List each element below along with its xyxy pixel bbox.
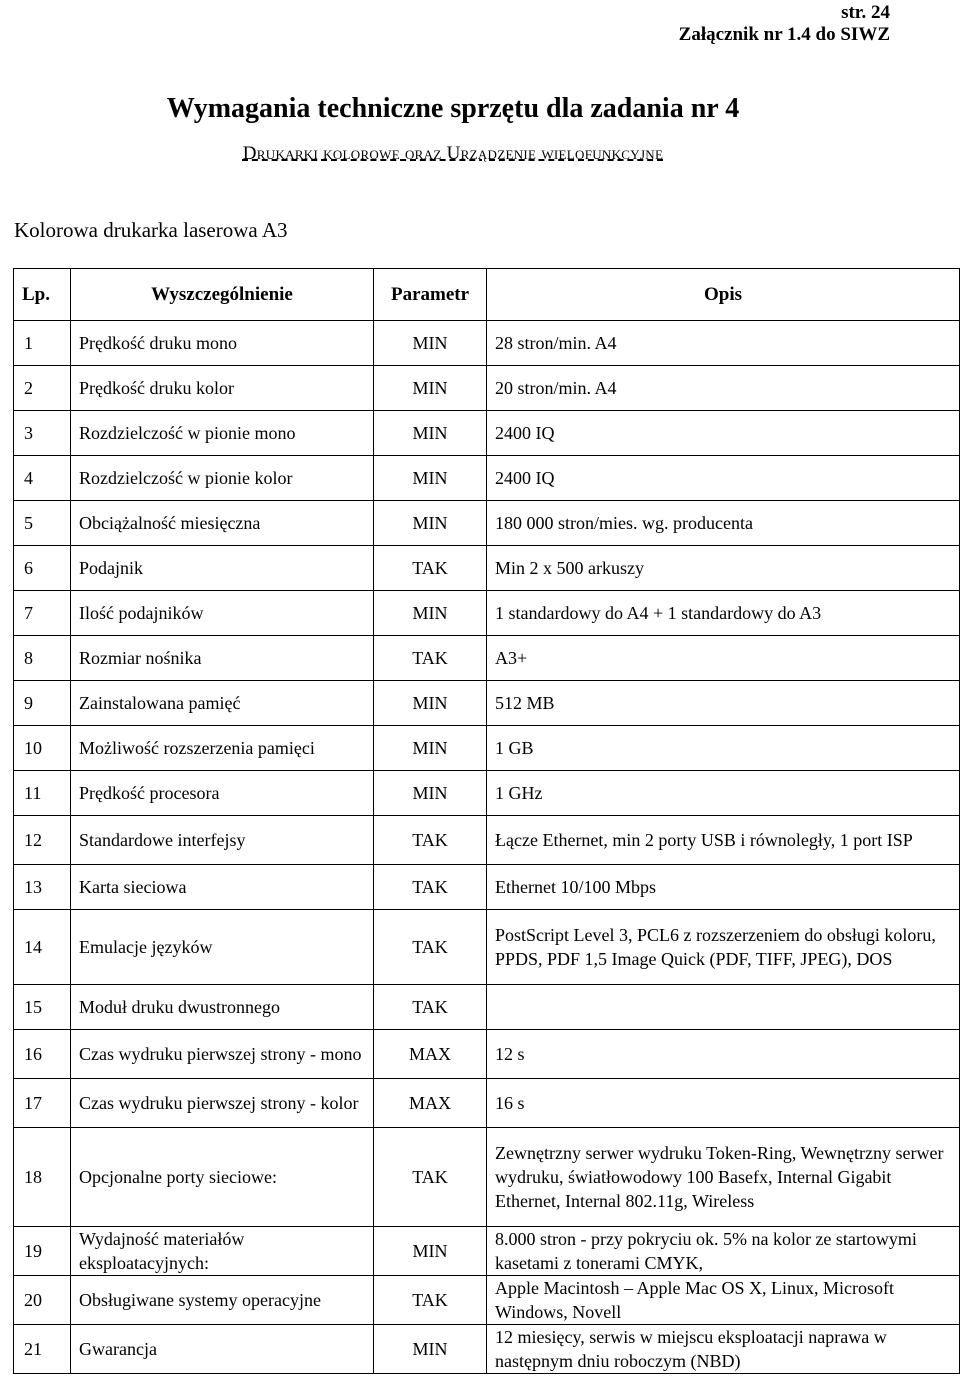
table-row: [14, 636, 960, 681]
row-name: Ilość podajników: [71, 591, 374, 636]
row-name: Karta sieciowa: [71, 865, 374, 910]
row-name: Rozmiar nośnika: [71, 636, 374, 681]
row-desc: Min 2 x 500 arkuszy: [487, 546, 960, 591]
row-name: Możliwość rozszerzenia pamięci: [71, 726, 374, 771]
row-name: Prędkość druku mono: [71, 321, 374, 366]
row-lp: 19: [14, 1227, 71, 1276]
row-name: Moduł druku dwustronnego: [71, 985, 374, 1030]
row-param: MIN: [374, 501, 487, 546]
row-lp: 2: [14, 366, 71, 411]
table-header-row: [14, 269, 960, 321]
row-param: TAK: [374, 816, 487, 865]
row-lp: 1: [14, 321, 71, 366]
row-desc: A3+: [487, 636, 960, 681]
document-subtitle: Drukarki kolorowe oraz Urządzenie wielofunkcyjne: [242, 143, 664, 164]
row-desc: 12 miesięcy, serwis w miejscu eksploatacji naprawa w następnym dniu roboczym (NBD): [487, 1325, 960, 1374]
row-lp: 12: [14, 816, 71, 865]
table-row: [14, 910, 960, 985]
row-lp: 10: [14, 726, 71, 771]
col-header-lp: Lp.: [14, 269, 71, 321]
row-desc: Łącze Ethernet, min 2 porty USB i równoległy, 1 port ISP: [487, 816, 960, 865]
row-name: Prędkość procesora: [71, 771, 374, 816]
row-param: MIN: [374, 411, 487, 456]
row-name: Standardowe interfejsy: [71, 816, 374, 865]
row-name: Podajnik: [71, 546, 374, 591]
document-title: Wymagania techniczne sprzętu dla zadania nr 4: [166, 93, 740, 124]
row-desc: 1 GHz: [487, 771, 960, 816]
row-desc: 16 s: [487, 1079, 960, 1128]
row-name: Gwarancja: [71, 1325, 374, 1374]
table-row: [14, 726, 960, 771]
row-lp: 14: [14, 910, 71, 985]
row-lp: 20: [14, 1276, 71, 1325]
row-desc: 180 000 stron/mies. wg. producenta: [487, 501, 960, 546]
row-param: TAK: [374, 985, 487, 1030]
page-number: str. 24: [841, 2, 890, 23]
row-param: MIN: [374, 681, 487, 726]
spec-table: [13, 268, 960, 1374]
col-header-param: Parametr: [374, 269, 487, 321]
row-lp: 21: [14, 1325, 71, 1374]
row-desc: 2400 IQ: [487, 456, 960, 501]
row-lp: 4: [14, 456, 71, 501]
table-row: [14, 501, 960, 546]
row-param: MAX: [374, 1079, 487, 1128]
row-desc: Ethernet 10/100 Mbps: [487, 865, 960, 910]
row-desc: 1 GB: [487, 726, 960, 771]
row-desc: 8.000 stron - przy pokryciu ok. 5% na kolor ze startowymi kasetami z tonerami CMYK,: [487, 1227, 960, 1276]
row-name: Rozdzielczość w pionie mono: [71, 411, 374, 456]
col-header-name: Wyszczególnienie: [71, 269, 374, 321]
row-name: Obsługiwane systemy operacyjne: [71, 1276, 374, 1325]
row-param: TAK: [374, 1276, 487, 1325]
table-row: [14, 1079, 960, 1128]
row-param: MIN: [374, 321, 487, 366]
table-row: [14, 985, 960, 1030]
row-desc: 20 stron/min. A4: [487, 366, 960, 411]
table-row: [14, 411, 960, 456]
table-row: [14, 591, 960, 636]
row-desc: Zewnętrzny serwer wydruku Token-Ring, Wewnętrzny serwer wydruku, światłowodowy 100 Basefx, Internal Gigabit Ethernet, Internal 802.11g, Wireless: [487, 1128, 960, 1227]
table-row: [14, 1325, 960, 1374]
row-lp: 11: [14, 771, 71, 816]
row-desc: [487, 985, 960, 1030]
table-row: [14, 1030, 960, 1079]
row-lp: 5: [14, 501, 71, 546]
row-name: Opcjonalne porty sieciowe:: [71, 1128, 374, 1227]
row-name: Prędkość druku kolor: [71, 366, 374, 411]
row-name: Obciążalność miesięczna: [71, 501, 374, 546]
row-param: TAK: [374, 865, 487, 910]
table-row: [14, 546, 960, 591]
row-desc: 12 s: [487, 1030, 960, 1079]
row-param: MIN: [374, 771, 487, 816]
table-row: [14, 1128, 960, 1227]
table-row: [14, 1227, 960, 1276]
row-param: MIN: [374, 1227, 487, 1276]
table-row: [14, 456, 960, 501]
row-param: MIN: [374, 1325, 487, 1374]
row-param: MAX: [374, 1030, 487, 1079]
row-param: MIN: [374, 591, 487, 636]
table-row: [14, 816, 960, 865]
row-name: Czas wydruku pierwszej strony - kolor: [71, 1079, 374, 1128]
row-lp: 17: [14, 1079, 71, 1128]
row-param: MIN: [374, 726, 487, 771]
row-param: TAK: [374, 910, 487, 985]
col-header-desc: Opis: [487, 269, 960, 321]
row-lp: 7: [14, 591, 71, 636]
annex-label: Załącznik nr 1.4 do SIWZ: [678, 24, 890, 45]
section-title: Kolorowa drukarka laserowa A3: [14, 218, 288, 242]
row-desc: PostScript Level 3, PCL6 z rozszerzeniem do obsługi koloru, PPDS, PDF 1,5 Image Quick (PDF, TIFF, JPEG), DOS: [487, 910, 960, 985]
table-row: [14, 321, 960, 366]
row-desc: Apple Macintosh – Apple Mac OS X, Linux, Microsoft Windows, Novell: [487, 1276, 960, 1325]
row-param: TAK: [374, 636, 487, 681]
row-lp: 16: [14, 1030, 71, 1079]
row-param: MIN: [374, 366, 487, 411]
row-lp: 15: [14, 985, 71, 1030]
row-desc: 512 MB: [487, 681, 960, 726]
table-row: [14, 771, 960, 816]
table-row: [14, 366, 960, 411]
row-lp: 8: [14, 636, 71, 681]
row-lp: 18: [14, 1128, 71, 1227]
row-lp: 13: [14, 865, 71, 910]
table-body: [14, 321, 960, 1374]
row-param: MIN: [374, 456, 487, 501]
row-name: Zainstalowana pamięć: [71, 681, 374, 726]
row-lp: 3: [14, 411, 71, 456]
row-name: Wydajność materiałów eksploatacyjnych:: [71, 1227, 374, 1276]
table-row: [14, 1276, 960, 1325]
row-name: Emulacje języków: [71, 910, 374, 985]
table-row: [14, 865, 960, 910]
row-lp: 6: [14, 546, 71, 591]
row-param: TAK: [374, 1128, 487, 1227]
row-param: TAK: [374, 546, 487, 591]
row-name: Rozdzielczość w pionie kolor: [71, 456, 374, 501]
table-row: [14, 681, 960, 726]
row-desc: 28 stron/min. A4: [487, 321, 960, 366]
row-desc: 2400 IQ: [487, 411, 960, 456]
row-desc: 1 standardowy do A4 + 1 standardowy do A3: [487, 591, 960, 636]
row-name: Czas wydruku pierwszej strony - mono: [71, 1030, 374, 1079]
row-lp: 9: [14, 681, 71, 726]
